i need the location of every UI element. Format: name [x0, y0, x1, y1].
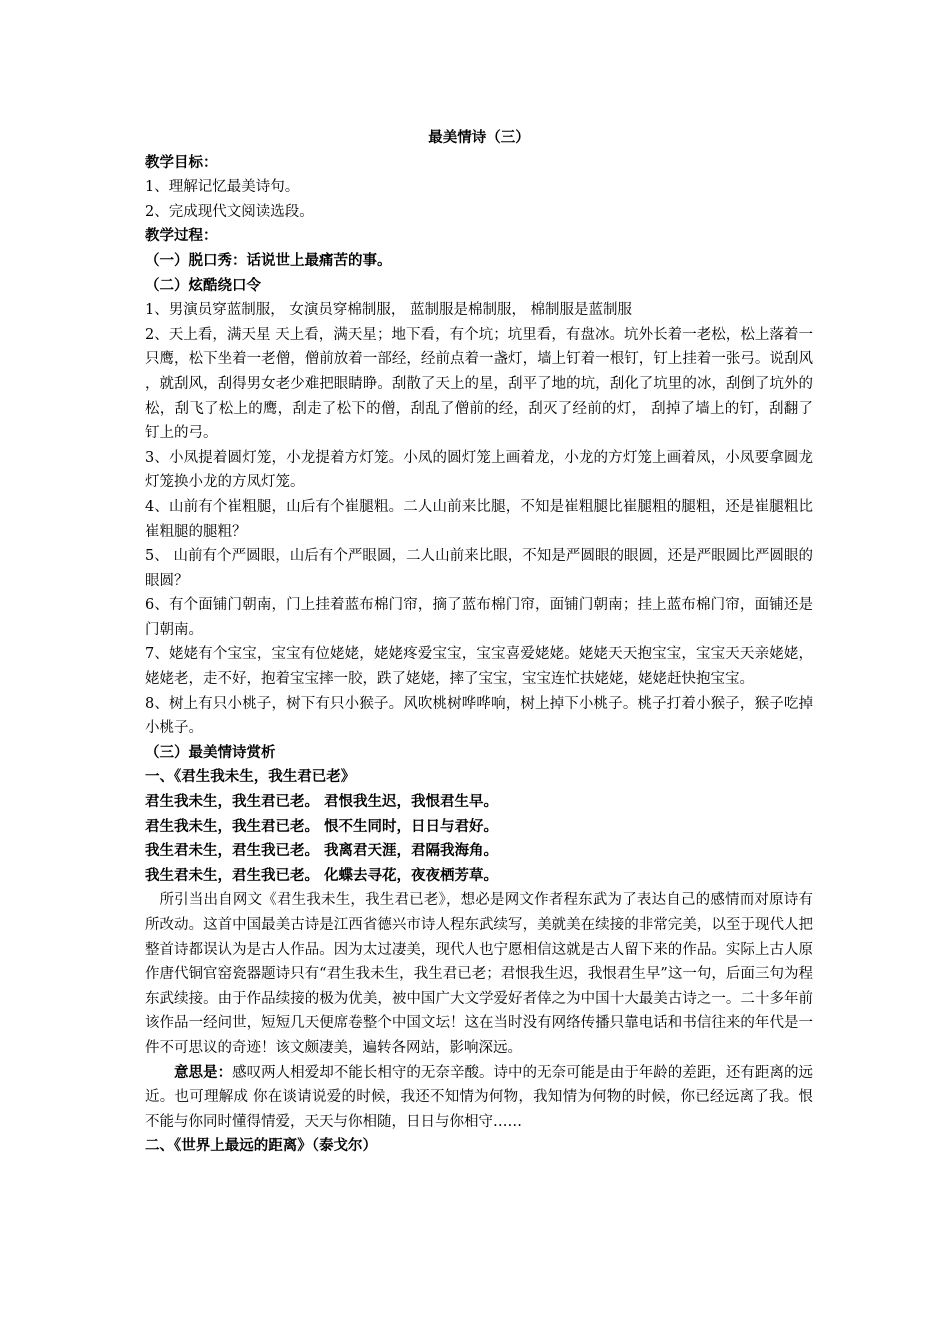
poem-line: 君生我未生，我生君已老。 恨不生同时，日日与君好。	[145, 817, 499, 835]
meaning-text: 感叹两人相爱却不能长相守的无奈辛酸。诗中的无奈可能是由于年龄的差距，还有距离的远近。也可理解成 你在谈请说爱的时候，我还不知情为何物，我知情为何物的时候，你已经远离了我。恨不能与你同时懂得情爱，天天与你相随，日日与你相守……	[145, 1064, 813, 1130]
tongue-twister-item: 7、姥姥有个宝宝，宝宝有位姥姥，姥姥疼爱宝宝，宝宝喜爱姥姥。姥姥天天抱宝宝，宝宝天天亲姥姥，姥姥老，走不好，抱着宝宝摔一胶，跌了姥姥，摔了宝宝，宝宝连忙扶姥姥，姥姥赶快抱宝宝。	[145, 646, 813, 688]
objective-item: 1、理解记忆最美诗句。	[145, 179, 300, 196]
objectives-heading: 教学目标：	[145, 153, 218, 171]
process-heading: 教学过程：	[145, 227, 218, 245]
tongue-twister-item: 3、小凤提着圆灯笼，小龙提着方灯笼。小凤的圆灯笼上画着龙，小龙的方灯笼上画着凤，小凤要拿圆龙灯笼换小龙的方凤灯笼。	[145, 449, 813, 491]
objective-item: 2、完成现代文阅读选段。	[145, 203, 314, 220]
tongue-twister-item: 1、男演员穿蓝制服， 女演员穿棉制服， 蓝制服是棉制服， 棉制服是蓝制服	[145, 302, 633, 319]
part3-heading: （三）最美情诗赏析	[145, 743, 276, 761]
poem-line: 我生君未生，君生我已老。 我离君天涯，君隔我海角。	[145, 842, 499, 860]
poem-line: 君生我未生，我生君已老。 君恨我生迟，我恨君生早。	[145, 793, 499, 811]
part2-heading: （二）炫酷绕口令	[145, 276, 261, 294]
poem1-heading: 一、《君生我未生，我生君已老》	[145, 768, 356, 786]
part1-heading: （一）脱口秀：话说世上最痛苦的事。	[145, 251, 392, 269]
tongue-twister-item: 8、树上有只小桃子，树下有只小猴子。风吹桃树哗哗响，树上掉下小桃子。桃子打着小猴子，猴子吃掉小桃子。	[145, 695, 813, 737]
document-body	[145, 126, 813, 1159]
tongue-twister-item: 5、 山前有个严圆眼，山后有个严眼圆，二人山前来比眼，不知是严圆眼的眼圆，还是严眼圆比严圆眼的眼圆？	[145, 548, 813, 589]
analysis-paragraph: 所引当出自网文《君生我未生，我生君已老》，想必是网文作者程东武为了表达自己的感情而对原诗有所改动。这首中国最美古诗是江西省德兴市诗人程东武续写，美就美在续接的非常完美，以至于现代人把整首诗都误认为是古人作品。因为太过凄美，现代人也宁愿相信这就是古人留下来的作品。实际上古人原作唐代铜官窑瓷器题诗只有“君生我未生，我生君已老；君恨我生迟，我恨君生早”这一句，后面三句为程东武续接。由于作品续接的极为优美，被中国广大文学爱好者倖之为中国十大最美古诗之一。二十多年前该作品一经问世，短短几天便席卷整个中国文坛！这在当时没有网络传播只靠电话和书信往来的年代是一件不可思议的奇迹！该文颇凄美，遍转各网站，影响深远。	[145, 892, 813, 1056]
page-title: 最美情诗（三）	[428, 129, 530, 146]
tongue-twister-item: 2、天上看，满天星 天上看，满天星；地下看，有个坑；坑里看，有盘冰。坑外长着一老松，松上落着一只鹰，松下坐着一老僧，僧前放着一部经，经前点着一盏灯，墙上钉着一根钉，钉上挂着一张弓。说刮风，就刮风，刮得男女老少难把眼睛睁。刮散了天上的星，刮平了地的坑，刮化了坑里的冰，刮倒了坑外的松，刮飞了松上的鹰，刮走了松下的僧，刮乱了僧前的经，刮灭了经前的灯， 刮掉了墙上的钉，刮翻了钉上的弓。	[145, 326, 813, 442]
meaning-paragraph	[145, 1061, 813, 1135]
tongue-twister-item: 4、山前有个崔粗腿，山后有个崔腿粗。二人山前来比腿，不知是崔粗腿比崔腿粗的腿粗，还是崔腿粗比崔粗腿的腿粗？	[145, 498, 813, 540]
poem-line: 我生君未生，君生我已老。 化蝶去寻花，夜夜栖芳草。	[145, 866, 499, 884]
meaning-label: 意思是：	[174, 1063, 233, 1081]
poem2-heading: 二、《世界上最远的距离》（泰戈尔）	[145, 1137, 377, 1155]
tongue-twister-item: 6、有个面铺门朝南，门上挂着蓝布棉门帘，摘了蓝布棉门帘，面铺门朝南；挂上蓝布棉门帘，面铺还是门朝南。	[145, 597, 813, 638]
